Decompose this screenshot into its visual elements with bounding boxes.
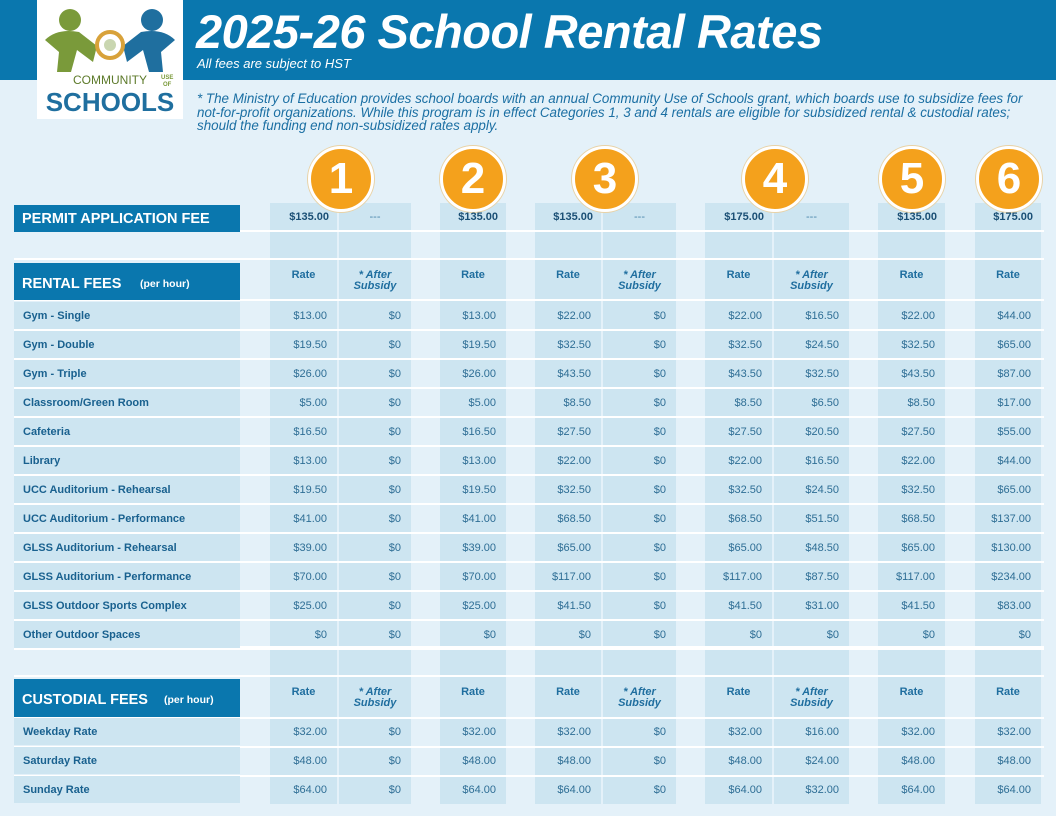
permit-fee-value: --- (369, 211, 381, 223)
rental-fee-value: $24.50 (805, 484, 839, 496)
custodial-fee-value: $64.00 (557, 784, 591, 796)
rental-fees-label: RENTAL FEES (22, 276, 122, 292)
permit-fee-value: $175.00 (993, 211, 1033, 223)
rental-fee-value: $0 (388, 542, 401, 554)
rental-fee-value: $32.50 (557, 484, 591, 496)
rental-fee-value: $70.00 (462, 571, 496, 583)
rental-fee-value: $0 (653, 310, 666, 322)
custodial-rate-header: Rate (899, 686, 924, 698)
custodial-rate-header: Rate (996, 686, 1020, 698)
rental-fee-value: $137.00 (991, 513, 1031, 525)
rental-fee-value: $32.50 (557, 339, 591, 351)
rental-row-label: Gym - Triple (23, 368, 87, 380)
rental-fee-value: $16.50 (805, 310, 839, 322)
custodial-fee-value: $64.00 (293, 784, 327, 796)
rental-fee-value: $0 (653, 600, 666, 612)
rental-fee-value: $27.50 (901, 426, 935, 438)
custodial-rate-header: Rate (291, 686, 316, 698)
rental-fee-value: $43.50 (557, 368, 591, 380)
rental-fee-value: $87.00 (997, 368, 1031, 380)
rental-fee-value: $51.50 (805, 513, 839, 525)
rental-fee-value: $65.00 (997, 339, 1031, 351)
category-badge-6: 6 (976, 146, 1042, 212)
permit-fee-value: --- (634, 211, 645, 223)
custodial-row-label: Saturday Rate (23, 755, 97, 767)
hst-subtitle: All fees are subject to HST (197, 56, 351, 71)
rental-fee-value: $0 (388, 484, 401, 496)
rental-fee-value: $0 (653, 426, 666, 438)
rental-fee-value: $16.50 (462, 426, 496, 438)
rental-rate-header: Rate (461, 269, 485, 281)
permit-fee-value: --- (806, 211, 817, 223)
rental-fee-value: $0 (388, 571, 401, 583)
rental-fee-value: $32.50 (728, 484, 762, 496)
rental-fee-value: $19.50 (462, 339, 496, 351)
rental-fee-value: $55.00 (997, 426, 1031, 438)
rental-fee-value: $83.00 (997, 600, 1031, 612)
permit-fee-label: PERMIT APPLICATION FEE (22, 211, 210, 227)
rental-fee-value: $41.50 (901, 600, 935, 612)
rental-fee-value: $0 (388, 455, 401, 467)
rental-fee-value: $19.50 (293, 484, 327, 496)
rental-fee-value: $22.00 (557, 455, 591, 467)
rental-fee-value: $0 (653, 513, 666, 525)
custodial-fee-value: $32.00 (805, 784, 839, 796)
custodial-rate-header: Rate (556, 686, 580, 698)
rental-fee-value: $22.00 (728, 455, 762, 467)
row-divider (14, 648, 1044, 650)
custodial-row-label: Weekday Rate (23, 726, 98, 738)
rental-fee-value: $26.00 (293, 368, 327, 380)
rental-fee-value: $117.00 (896, 571, 935, 583)
rental-fee-value: $68.50 (557, 513, 591, 525)
rental-row-label: Cafeteria (23, 426, 71, 438)
rental-fee-value: $27.50 (557, 426, 591, 438)
rental-fee-value: $41.00 (293, 513, 327, 525)
category-badge-3: 3 (572, 146, 638, 212)
permit-fee-value: $135.00 (458, 211, 498, 223)
rental-fee-value: $0 (653, 397, 666, 409)
rental-fee-value: $13.00 (293, 455, 327, 467)
rental-row-label: GLSS Auditorium - Rehearsal (23, 542, 177, 554)
rental-fee-value: $16.50 (805, 455, 839, 467)
rental-rate-header: Rate (726, 269, 751, 281)
rental-after-subsidy-header-line2: Subsidy (353, 280, 397, 292)
rental-fee-value: $0 (578, 629, 591, 641)
rental-fee-value: $65.00 (901, 542, 935, 554)
custodial-fee-value: $48.00 (997, 755, 1031, 767)
rental-fee-value: $0 (922, 629, 935, 641)
rental-fee-value: $0 (388, 397, 401, 409)
custodial-fee-value: $0 (653, 755, 666, 767)
rental-after-subsidy-header-line2: Subsidy (790, 280, 833, 292)
rental-fee-value: $22.00 (557, 310, 591, 322)
custodial-after-subsidy-header-line2: Subsidy (353, 697, 397, 709)
custodial-rate-header: Rate (461, 686, 485, 698)
svg-text:OF: OF (163, 82, 172, 88)
custodial-rate-header: Rate (726, 686, 751, 698)
rental-fee-value: $32.50 (728, 339, 762, 351)
rental-fee-value: $13.00 (293, 310, 327, 322)
custodial-fee-value: $48.00 (293, 755, 327, 767)
rental-fee-value: $26.00 (462, 368, 496, 380)
rental-fee-value: $13.00 (462, 310, 496, 322)
rental-fee-value: $43.50 (728, 368, 762, 380)
custodial-fee-value: $32.00 (728, 726, 762, 738)
rental-row-label: GLSS Outdoor Sports Complex (23, 600, 187, 612)
custodial-fee-value: $48.00 (462, 755, 496, 767)
rental-fee-value: $117.00 (723, 571, 762, 583)
custodial-fee-value: $48.00 (901, 755, 935, 767)
rental-row-label: Other Outdoor Spaces (23, 629, 141, 641)
rental-fee-value: $41.00 (462, 513, 496, 525)
rental-rate-header: Rate (291, 269, 316, 281)
rental-fee-value: $65.00 (728, 542, 762, 554)
permit-fee-value: $135.00 (553, 211, 593, 223)
custodial-fee-value: $64.00 (462, 784, 496, 796)
rental-fee-value: $0 (388, 629, 401, 641)
rental-fee-value: $39.00 (462, 542, 496, 554)
custodial-fee-value: $32.00 (462, 726, 496, 738)
custodial-fee-value: $32.00 (997, 726, 1031, 738)
rental-fee-value: $87.50 (805, 571, 839, 583)
rental-fee-value: $0 (826, 629, 839, 641)
custodial-fee-value: $16.00 (805, 726, 839, 738)
rental-fee-value: $41.50 (557, 600, 591, 612)
rental-fee-value: $19.50 (293, 339, 327, 351)
rental-fee-value: $0 (653, 368, 666, 380)
rental-fee-value: $70.00 (293, 571, 327, 583)
rental-fee-value: $0 (749, 629, 762, 641)
permit-fee-value: $135.00 (897, 211, 937, 223)
rental-fee-value: $20.50 (805, 426, 839, 438)
rental-fee-value: $8.50 (563, 397, 591, 409)
rental-fee-value: $5.00 (468, 397, 496, 409)
rental-fee-value: $65.00 (997, 484, 1031, 496)
custodial-after-subsidy-header-line2: Subsidy (618, 697, 661, 709)
category-badge-1: 1 (308, 146, 374, 212)
page-title: 2025-26 School Rental Rates (196, 5, 823, 58)
rental-fee-value: $65.00 (557, 542, 591, 554)
rental-row-label: Gym - Single (23, 310, 91, 322)
rental-fee-value: $68.50 (901, 513, 935, 525)
rental-fee-value: $19.50 (462, 484, 496, 496)
rental-fee-value: $0 (653, 542, 666, 554)
rental-rate-header: Rate (556, 269, 580, 281)
rental-fee-value: $41.50 (728, 600, 762, 612)
rental-fee-value: $0 (388, 368, 401, 380)
permit-fee-value: $175.00 (724, 211, 764, 223)
rental-fees-unit: (per hour) (140, 278, 190, 290)
rental-fee-value: $8.50 (734, 397, 762, 409)
rental-fee-value: $0 (1018, 629, 1031, 641)
rental-fee-value: $25.00 (293, 600, 327, 612)
rental-row-label: UCC Auditorium - Rehearsal (23, 484, 171, 496)
rental-row-label: Library (23, 455, 61, 467)
rental-rate-header: Rate (899, 269, 924, 281)
rental-after-subsidy-header-line2: Subsidy (618, 280, 661, 292)
custodial-after-subsidy-header-line2: Subsidy (790, 697, 833, 709)
rental-fee-value: $48.50 (805, 542, 839, 554)
rental-fee-value: $22.00 (901, 455, 935, 467)
custodial-after-subsidy-header-line1: * After (358, 686, 392, 698)
rental-fee-value: $0 (653, 455, 666, 467)
custodial-fee-value: $32.00 (293, 726, 327, 738)
custodial-fees-label: CUSTODIAL FEES (22, 692, 148, 708)
rental-fee-value: $32.50 (805, 368, 839, 380)
rental-fee-value: $0 (388, 339, 401, 351)
rental-fee-value: $16.50 (293, 426, 327, 438)
custodial-fees-unit: (per hour) (164, 694, 214, 706)
rental-rate-header: Rate (996, 269, 1020, 281)
rental-row-label: Gym - Double (23, 339, 95, 351)
custodial-fee-value: $24.00 (805, 755, 839, 767)
rental-fee-value: $44.00 (997, 455, 1031, 467)
svg-text:SCHOOLS: SCHOOLS (45, 87, 175, 117)
rental-fee-value: $117.00 (552, 571, 591, 583)
rental-fee-value: $22.00 (728, 310, 762, 322)
svg-text:COMMUNITY: COMMUNITY (73, 73, 147, 87)
rental-fee-value: $13.00 (462, 455, 496, 467)
permit-fee-value: $135.00 (289, 211, 329, 223)
row-divider (14, 258, 1044, 260)
rental-fee-value: $32.50 (901, 339, 935, 351)
rental-fee-value: $31.00 (805, 600, 839, 612)
custodial-fee-value: $0 (653, 784, 666, 796)
rental-fee-value: $25.00 (462, 600, 496, 612)
rental-fee-value: $68.50 (728, 513, 762, 525)
rental-fee-value: $0 (653, 339, 666, 351)
rental-fee-value: $0 (314, 629, 327, 641)
custodial-fee-value: $0 (388, 784, 401, 796)
custodial-fee-value: $64.00 (728, 784, 762, 796)
rental-fee-value: $130.00 (991, 542, 1031, 554)
rental-fee-value: $234.00 (991, 571, 1031, 583)
rental-fee-value: $32.50 (901, 484, 935, 496)
rental-fee-value: $22.00 (901, 310, 935, 322)
rental-fee-value: $27.50 (728, 426, 762, 438)
custodial-fee-value: $64.00 (901, 784, 935, 796)
rental-fee-value: $8.50 (907, 397, 935, 409)
category-badge-2: 2 (440, 146, 506, 212)
rental-fee-value: $6.50 (811, 397, 839, 409)
rental-fee-value: $0 (388, 600, 401, 612)
rental-after-subsidy-header-line1: * After (358, 269, 392, 281)
rental-row-label: Classroom/Green Room (23, 397, 149, 409)
category-badge-5: 5 (879, 146, 945, 212)
community-use-of-schools-logo (37, 0, 183, 119)
custodial-fee-value: $64.00 (997, 784, 1031, 796)
rental-fee-value: $0 (388, 426, 401, 438)
rental-fee-value: $5.00 (299, 397, 327, 409)
rental-fee-value: $24.50 (805, 339, 839, 351)
subsidy-note: * The Ministry of Education provides school boards with an annual Community Use of Schools grant, which boards use to subsidize fees for not-for-profit organizations. While this program is in effect Categories 1, 3 and 4 rentals are eligible for subsidized rental & custodial rates; should the funding end non-subsidized rates apply. (197, 91, 1023, 133)
rental-fee-value: $17.00 (997, 397, 1031, 409)
rental-fee-value: $44.00 (997, 310, 1031, 322)
rental-fee-value: $0 (483, 629, 496, 641)
logo-figures-icon (37, 0, 183, 119)
category-badge-4: 4 (742, 146, 808, 212)
rental-fee-value: $43.50 (901, 368, 935, 380)
custodial-fee-value: $0 (388, 726, 401, 738)
rental-fee-value: $39.00 (293, 542, 327, 554)
custodial-fee-value: $32.00 (901, 726, 935, 738)
rental-fee-value: $0 (653, 484, 666, 496)
rental-fee-value: $0 (388, 310, 401, 322)
custodial-fee-value: $32.00 (557, 726, 591, 738)
rental-after-subsidy-header-line1: * After (623, 269, 656, 281)
rental-row-label: GLSS Auditorium - Performance (23, 571, 192, 583)
custodial-row-label: Sunday Rate (23, 784, 90, 796)
rental-fee-value: $0 (653, 629, 666, 641)
row-divider (14, 675, 1044, 677)
custodial-after-subsidy-header-line1: * After (623, 686, 656, 698)
custodial-fee-value: $48.00 (728, 755, 762, 767)
rental-row-label: UCC Auditorium - Performance (23, 513, 186, 525)
rental-fee-value: $0 (388, 513, 401, 525)
custodial-fee-value: $0 (653, 726, 666, 738)
custodial-fee-value: $0 (388, 755, 401, 767)
rental-fee-value: $0 (653, 571, 666, 583)
custodial-after-subsidy-header-line1: * After (795, 686, 828, 698)
rental-after-subsidy-header-line1: * After (795, 269, 828, 281)
custodial-fee-value: $48.00 (557, 755, 591, 767)
svg-text:USE: USE (161, 75, 174, 81)
